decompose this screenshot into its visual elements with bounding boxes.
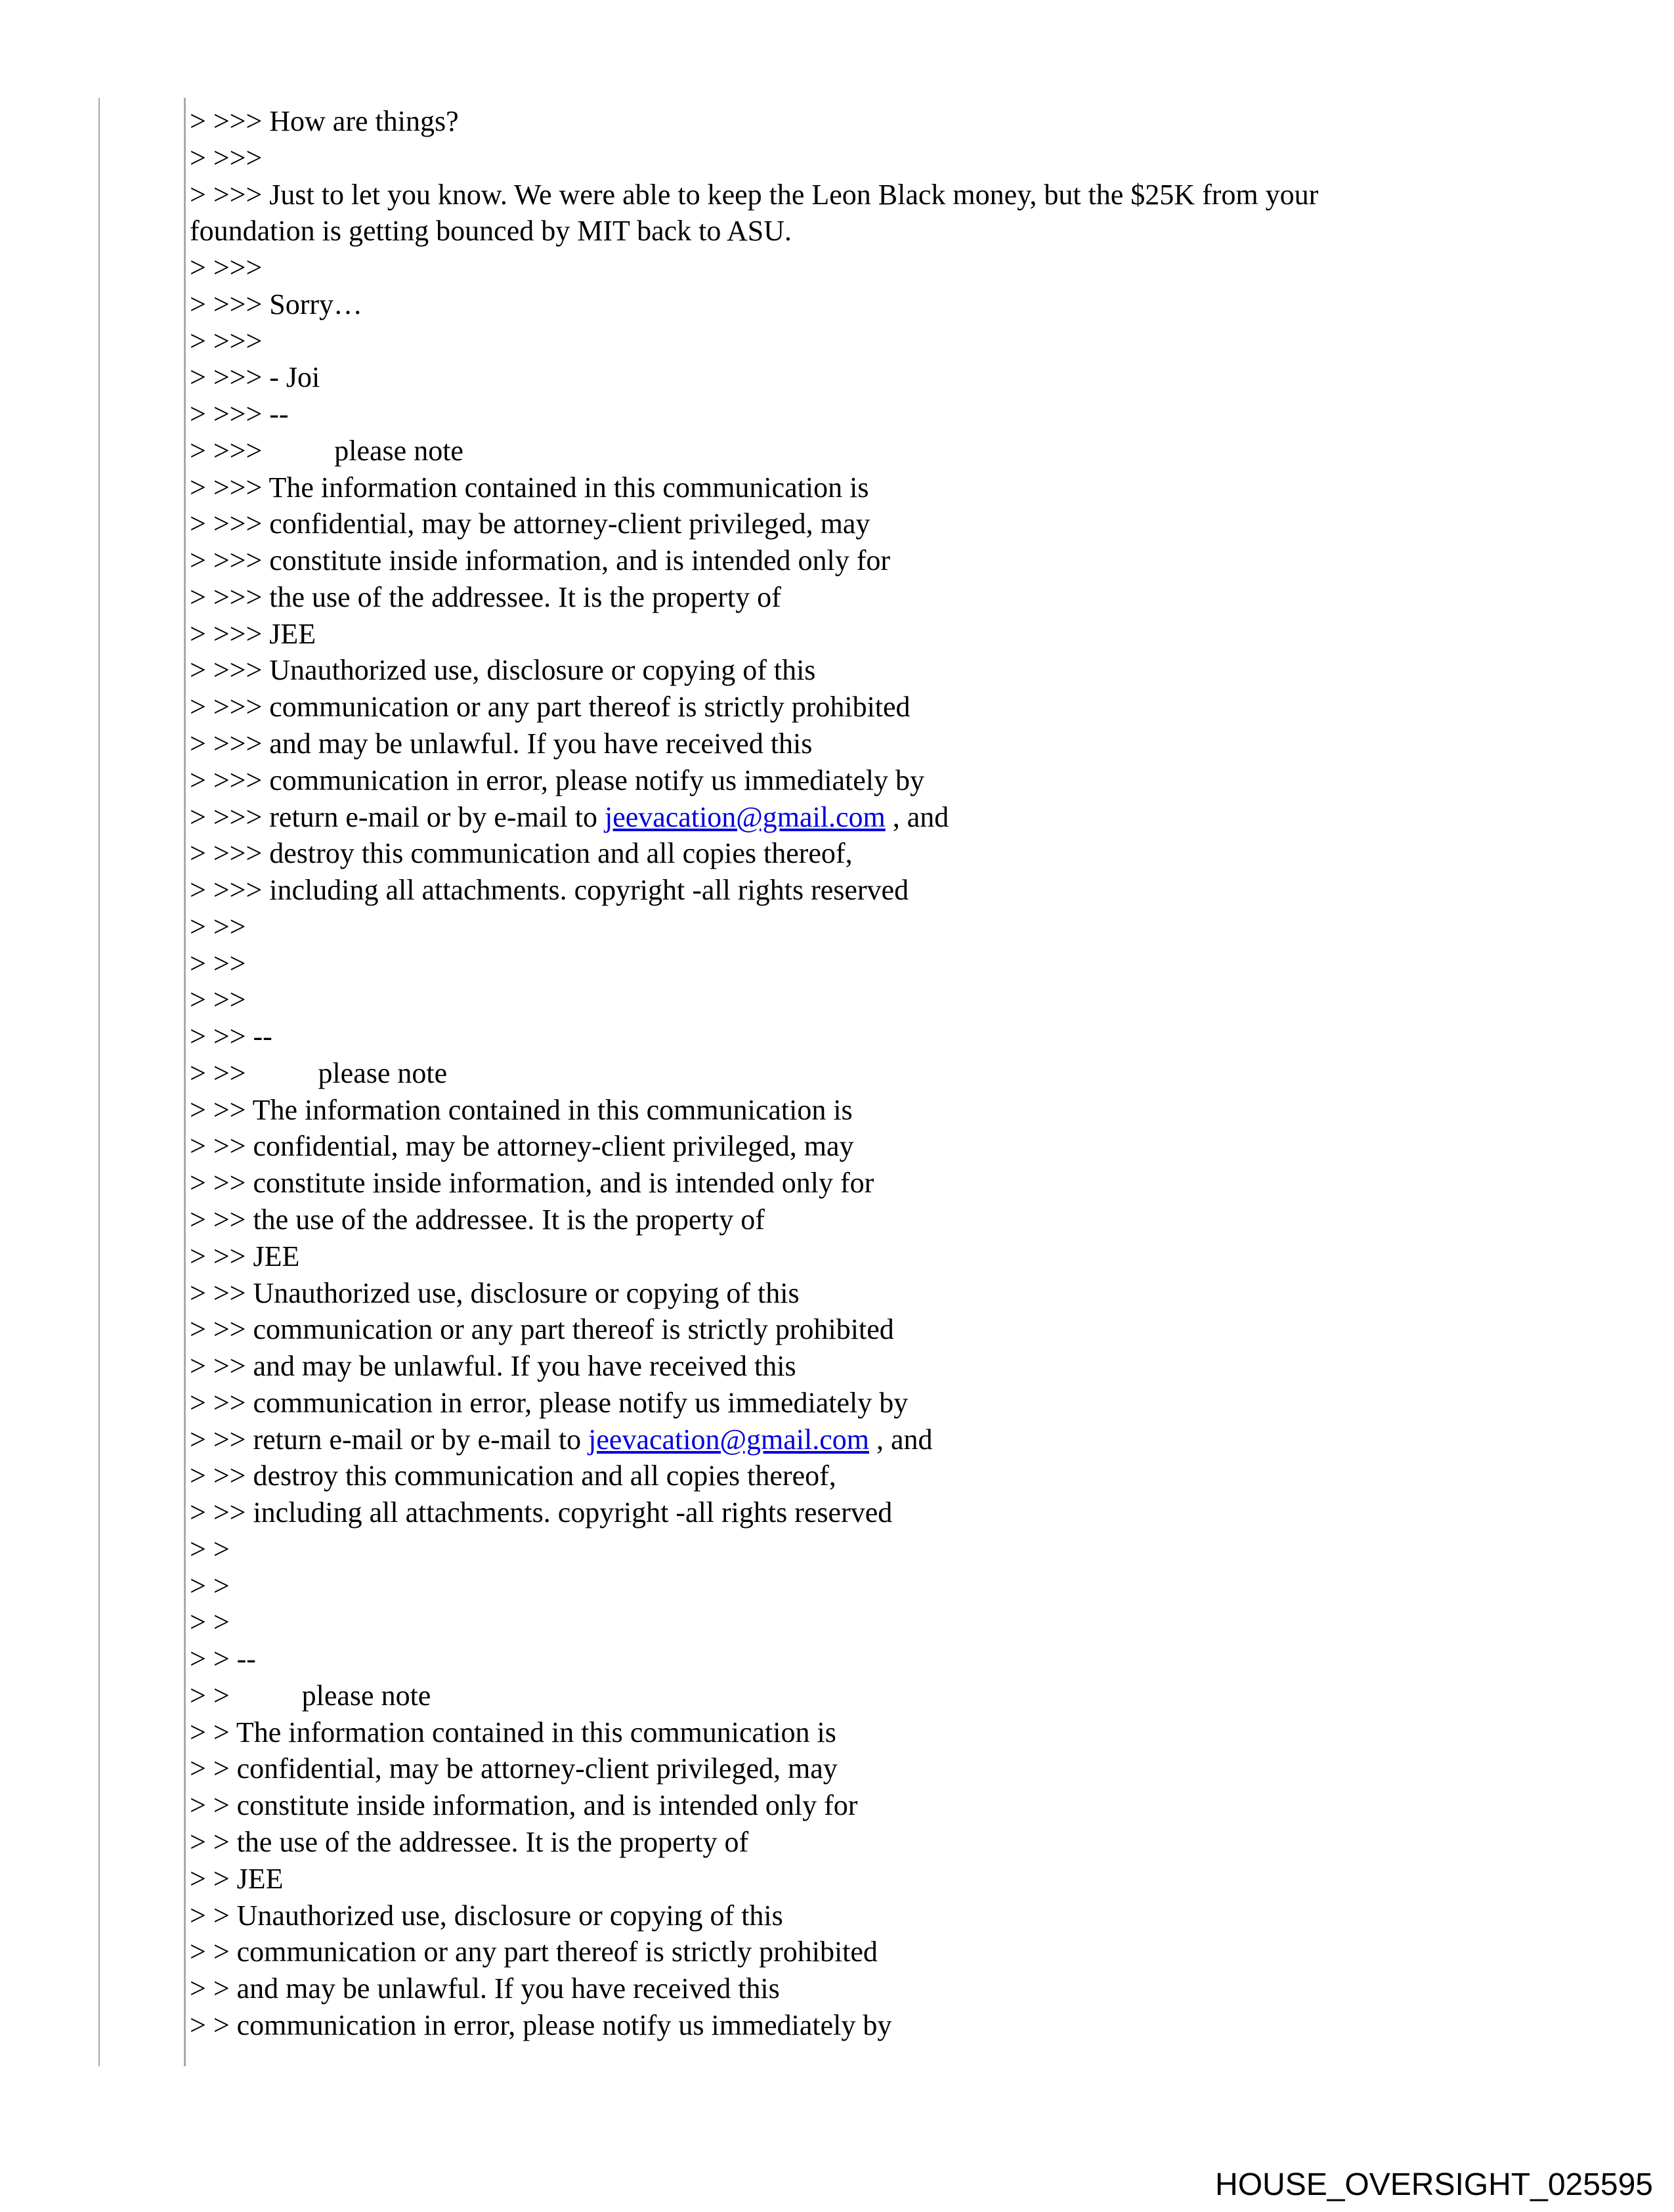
email-line: > > [190, 1606, 230, 1639]
email-line: > >> [190, 910, 246, 943]
email-line: > >> [190, 947, 246, 980]
email-line [190, 1421, 1568, 1458]
email-line: > >> [190, 984, 246, 1016]
email-line: > > [190, 1569, 230, 1602]
quote-bar-inner [184, 98, 186, 2066]
email-line: foundation is getting bounced by MIT back to ASU. [190, 215, 792, 248]
email-line: > > constitute inside information, and is intended only for [190, 1789, 858, 1822]
bates-number: HOUSE_OVERSIGHT_025595 [1215, 2167, 1653, 2202]
email-line: > >>> including all attachments. copyright -all rights reserved [190, 874, 909, 907]
email-line: > >>> Just to let you know. We were able to keep the Leon Black money, but the $25K from your [190, 178, 1319, 211]
email-line: > >> constitute inside information, and is intended only for [190, 1167, 874, 1200]
email-line: > >>> constitute inside information, and is intended only for [190, 544, 891, 577]
email-line: > >> communication or any part thereof is strictly prohibited [190, 1313, 894, 1346]
email-line: > > confidential, may be attorney-client privileged, may [190, 1752, 838, 1785]
email-line: > >>> [190, 141, 263, 174]
email-line: > >> confidential, may be attorney-client privileged, may [190, 1130, 854, 1163]
email-line: > >>> [190, 324, 263, 357]
email-line: > > -- [190, 1643, 256, 1676]
email-line: > >>> Unauthorized use, disclosure or copying of this [190, 654, 816, 687]
email-address-link[interactable]: jeevacation@gmail.com [604, 800, 886, 833]
email-line: > >>> [190, 251, 263, 284]
email-line: > > please note [190, 1679, 431, 1712]
email-line: > >>> JEE [190, 617, 316, 650]
email-line: > > the use of the addressee. It is the property of [190, 1825, 749, 1858]
email-line: > >> please note [190, 1056, 448, 1089]
email-line: > >>> - Joi [190, 361, 320, 394]
email-line: > >>> please note [190, 434, 463, 467]
email-line: > >>> communication in error, please notify us immediately by [190, 764, 925, 796]
email-line: > > communication in error, please notify us immediately by [190, 2008, 892, 2041]
email-line: > >>> the use of the addressee. It is the property of [190, 580, 781, 613]
email-line: > >> Unauthorized use, disclosure or copying of this [190, 1276, 800, 1309]
email-line-text: > >>> return e-mail or by e-mail to [190, 800, 605, 833]
email-line: > >> destroy this communication and all copies thereof, [190, 1460, 836, 1492]
email-line: > > JEE [190, 1862, 284, 1895]
email-line: > >> and may be unlawful. If you have received this [190, 1350, 796, 1383]
email-line: > >>> -- [190, 398, 289, 431]
email-line: > >>> How are things? [190, 105, 459, 137]
email-line: > > [190, 1532, 230, 1565]
email-line: > >> including all attachments. copyright -all rights reserved [190, 1496, 893, 1529]
email-line: > >>> confidential, may be attorney-client privileged, may [190, 508, 870, 540]
email-line-text: , and [869, 1423, 933, 1456]
email-line: > >> JEE [190, 1240, 300, 1272]
email-line: > >> -- [190, 1020, 272, 1053]
email-line: > > The information contained in this communication is [190, 1716, 836, 1748]
email-line: > >> the use of the addressee. It is the property of [190, 1203, 765, 1236]
email-line-text: , and [885, 800, 949, 833]
email-line [190, 799, 1568, 836]
email-line: > >>> communication or any part thereof is strictly prohibited [190, 691, 911, 724]
email-line: > > Unauthorized use, disclosure or copying of this [190, 1899, 783, 1932]
email-line: > >>> The information contained in this communication is [190, 471, 869, 504]
email-line: > >> communication in error, please notify us immediately by [190, 1386, 909, 1419]
email-line-text: > >> return e-mail or by e-mail to [190, 1423, 589, 1456]
email-body [190, 103, 1568, 2044]
email-line: > > communication or any part thereof is strictly prohibited [190, 1936, 878, 1968]
email-line: > >>> destroy this communication and all copies thereof, [190, 837, 853, 870]
quote-bar-outer [98, 98, 100, 2066]
email-line: > >> The information contained in this communication is [190, 1093, 853, 1126]
email-line: > >>> and may be unlawful. If you have received this [190, 727, 813, 760]
email-line: > >>> Sorry… [190, 288, 363, 320]
email-line: > > and may be unlawful. If you have received this [190, 1972, 780, 2005]
email-address-link[interactable]: jeevacation@gmail.com [588, 1423, 869, 1456]
